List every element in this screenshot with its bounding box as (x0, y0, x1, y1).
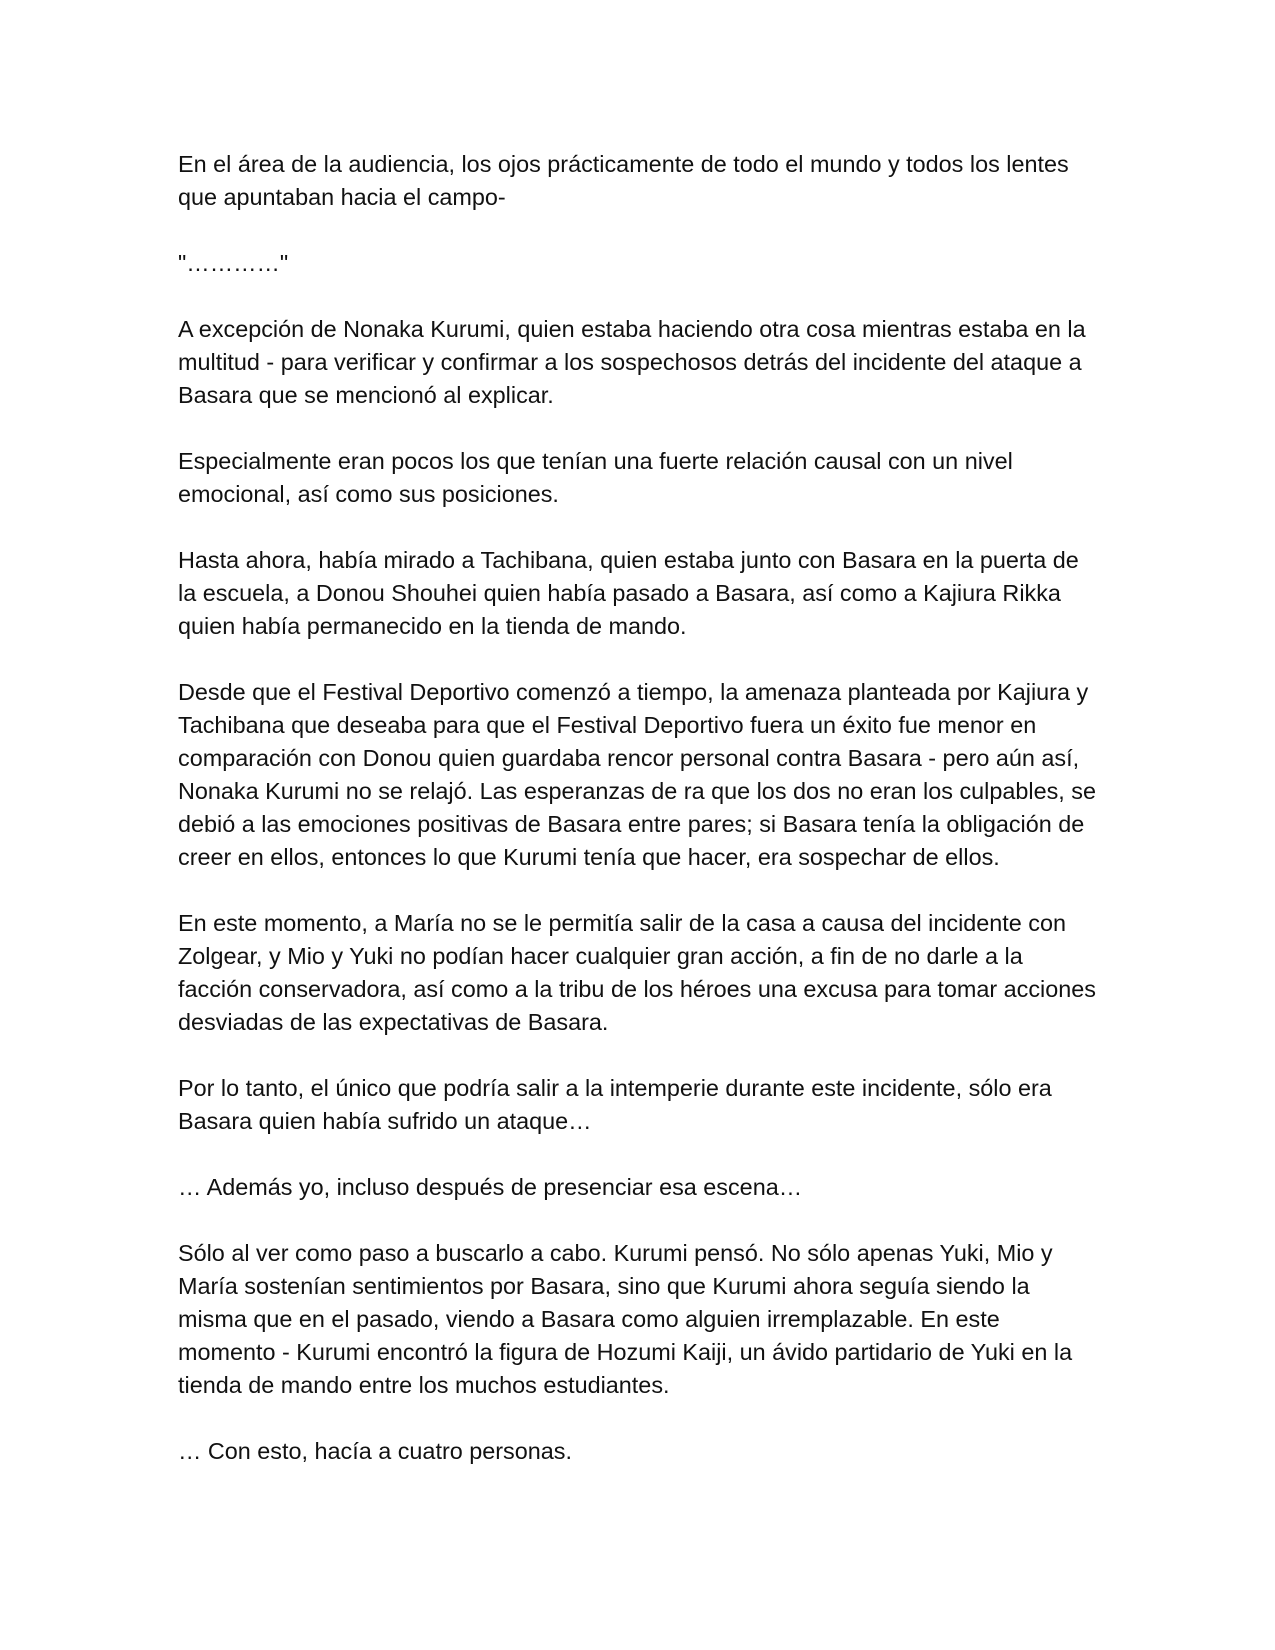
paragraph: En el área de la audiencia, los ojos prácticamente de todo el mundo y todos los lentes que apuntaban hacia el campo- (178, 151, 1069, 210)
paragraph: "…………" (178, 250, 289, 276)
paragraph: … Con esto, hacía a cuatro personas. (178, 1438, 572, 1464)
paragraph: … Además yo, incluso después de presenciar esa escena… (178, 1174, 803, 1200)
paragraph: Desde que el Festival Deportivo comenzó a tiempo, la amenaza planteada por Kajiura y Tachibana que deseaba para que el Festival Deportivo fuera un éxito fue menor en comparación con Donou quien guardaba rencor personal contra Basara - pero aún así, Nonaka Kurumi no se relajó. Las esperanzas de ra que los dos no eran los culpables, se debió a las emociones positivas de Basara entre pares; si Basara tenía la obligación de creer en ellos, entonces lo que Kurumi tenía que hacer, era sospechar de ellos. (178, 679, 1096, 870)
paragraph: En este momento, a María no se le permitía salir de la casa a causa del incidente con Zolgear, y Mio y Yuki no podían hacer cualquier gran acción, a fin de no darle a la facción conservadora, así como a la tribu de los héroes una excusa para tomar acciones desviadas de las expectativas de Basara. (178, 910, 1096, 1035)
paragraph: Sólo al ver como paso a buscarlo a cabo. Kurumi pensó. No sólo apenas Yuki, Mio y María sostenían sentimientos por Basara, sino que Kurumi ahora seguía siendo la misma que en el pasado, viendo a Basara como alguien irremplazable. En este momento - Kurumi encontró la figura de Hozumi Kaiji, un ávido partidario de Yuki en la tienda de mando entre los muchos estudiantes. (178, 1240, 1073, 1398)
paragraph: Especialmente eran pocos los que tenían una fuerte relación causal con un nivel emocional, así como sus posiciones. (178, 448, 1013, 507)
paragraph: Por lo tanto, el único que podría salir a la intemperie durante este incidente, sólo era Basara quien había sufrido un ataque… (178, 1075, 1052, 1134)
document-page (178, 148, 1103, 1468)
paragraph: A excepción de Nonaka Kurumi, quien estaba haciendo otra cosa mientras estaba en la multitud - para verificar y confirmar a los sospechosos detrás del incidente del ataque a Basara que se mencionó al explicar. (178, 316, 1086, 408)
paragraph: Hasta ahora, había mirado a Tachibana, quien estaba junto con Basara en la puerta de la escuela, a Donou Shouhei quien había pasado a Basara, así como a Kajiura Rikka quien había permanecido en la tienda de mando. (178, 547, 1079, 639)
